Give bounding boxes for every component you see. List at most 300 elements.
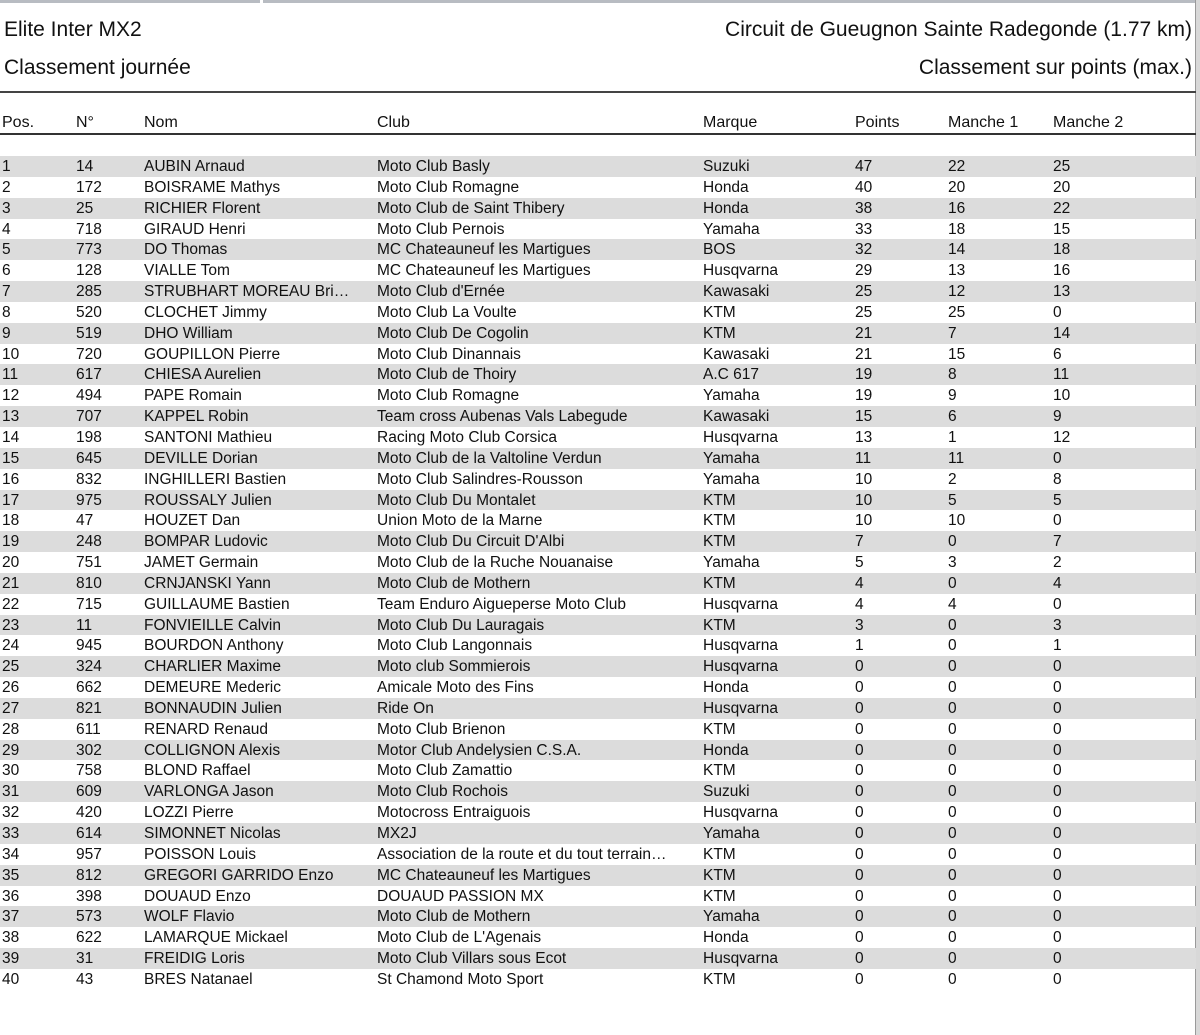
cell-nom: BOURDON Anthony — [144, 637, 284, 655]
cell-marque: KTM — [703, 970, 736, 988]
cell-manche1: 25 — [948, 303, 966, 321]
cell-nom: DEVILLE Dorian — [144, 449, 258, 467]
cell-club: St Chamond Moto Sport — [377, 970, 544, 988]
cell-marque: Husqvarna — [703, 699, 778, 717]
cell-club: MX2J — [377, 825, 417, 842]
cell-nom: RICHIER Florent — [144, 199, 261, 217]
table-row — [0, 177, 1196, 198]
cell-points: 0 — [855, 950, 864, 968]
cell-points: 0 — [855, 658, 864, 676]
cell-marque: KTM — [703, 303, 736, 321]
cell-club: Moto Club de Saint Thibery — [377, 199, 565, 217]
cell-pos: 3 — [2, 199, 11, 217]
cell-manche2: 0 — [1053, 783, 1062, 801]
cell-pos: 18 — [2, 512, 20, 530]
table-row — [0, 219, 1196, 240]
table-row — [0, 594, 1196, 615]
cell-manche2: 0 — [1053, 887, 1062, 905]
table-row — [0, 156, 1196, 177]
table-row — [0, 239, 1196, 260]
cell-club: Moto Club Brienon — [377, 720, 506, 738]
table-row — [0, 760, 1196, 781]
cell-manche1: 13 — [948, 262, 966, 280]
cell-points: 32 — [855, 241, 873, 259]
cell-nom: KAPPEL Robin — [144, 408, 249, 426]
cell-club: Moto Club de la Ruche Nouanaise — [377, 554, 614, 572]
cell-marque: Honda — [703, 199, 749, 217]
cell-nom: SANTONI Mathieu — [144, 428, 273, 446]
cell-points: 10 — [855, 470, 873, 488]
cell-nom: POISSON Louis — [144, 845, 256, 863]
cell-num: 285 — [76, 283, 102, 301]
cell-manche1: 4 — [948, 595, 957, 613]
table-row — [0, 677, 1196, 698]
cell-club: Moto Club de Mothern — [377, 574, 531, 592]
cell-club: Moto Club Du Lauragais — [377, 616, 545, 634]
table-row — [0, 510, 1196, 531]
cell-club: Team Enduro Aigueperse Moto Club — [377, 595, 627, 613]
cell-manche1: 0 — [948, 908, 957, 926]
cell-club: MC Chateauneuf les Martigues — [377, 241, 591, 259]
cell-marque: KTM — [703, 762, 736, 780]
table-row — [0, 615, 1196, 636]
cell-points: 0 — [855, 887, 864, 905]
cell-num: 128 — [76, 262, 102, 280]
cell-manche1: 7 — [948, 324, 957, 342]
cell-num: 751 — [76, 554, 102, 572]
cell-manche1: 11 — [948, 449, 965, 467]
cell-points: 0 — [855, 679, 864, 697]
cell-manche1: 0 — [948, 699, 957, 717]
cell-num: 773 — [76, 241, 102, 259]
cell-manche2: 12 — [1053, 428, 1071, 446]
cell-points: 0 — [855, 970, 864, 988]
cell-points: 13 — [855, 428, 873, 446]
cell-club: Moto club Sommierois — [377, 658, 531, 676]
cell-marque: Suzuki — [703, 158, 750, 175]
table-row — [0, 865, 1196, 886]
cell-nom: GIRAUD Henri — [144, 220, 246, 238]
cell-nom: PAPE Romain — [144, 387, 242, 405]
cell-manche2: 0 — [1053, 720, 1062, 738]
table-row — [0, 552, 1196, 573]
cell-nom: GUILLAUME Bastien — [144, 595, 290, 613]
cell-marque: Husqvarna — [703, 262, 778, 280]
cell-marque: KTM — [703, 574, 736, 592]
ranking-method: Classement sur points (max.) — [918, 56, 1192, 79]
cell-points: 4 — [855, 574, 864, 592]
cell-marque: Husqvarna — [703, 428, 778, 446]
cell-nom: DEMEURE Mederic — [144, 679, 281, 697]
cell-pos: 23 — [2, 616, 20, 634]
cell-manche1: 0 — [948, 950, 957, 968]
cell-num: 172 — [76, 178, 102, 196]
cell-pos: 36 — [2, 887, 20, 905]
cell-nom: SIMONNET Nicolas — [144, 825, 281, 842]
cell-points: 10 — [855, 491, 873, 509]
cell-nom: VARLONGA Jason — [144, 783, 274, 801]
cell-num: 609 — [76, 783, 102, 801]
cell-marque: KTM — [703, 491, 736, 509]
cell-points: 1 — [855, 637, 864, 655]
cell-club: Moto Club De Cogolin — [377, 324, 529, 342]
cell-points: 10 — [855, 512, 873, 530]
cell-manche1: 3 — [948, 554, 957, 572]
cell-num: 718 — [76, 220, 102, 238]
table-row — [0, 886, 1196, 907]
cell-marque: KTM — [703, 720, 736, 738]
cell-marque: A.C 617 — [703, 366, 760, 384]
cell-pos: 34 — [2, 845, 20, 863]
cell-manche1: 0 — [948, 679, 957, 697]
column-header-points: Points — [855, 114, 900, 131]
cell-pos: 24 — [2, 637, 20, 655]
cell-manche1: 0 — [948, 762, 957, 780]
cell-pos: 39 — [2, 950, 20, 968]
cell-marque: Kawasaki — [703, 345, 770, 363]
cell-club: Moto Club Basly — [377, 158, 490, 175]
cell-points: 15 — [855, 408, 873, 426]
cell-points: 21 — [855, 324, 873, 342]
cell-num: 573 — [76, 908, 102, 926]
cell-marque: KTM — [703, 533, 736, 551]
cell-manche2: 0 — [1053, 825, 1062, 842]
column-header-num: N° — [76, 114, 94, 131]
cell-manche1: 0 — [948, 616, 957, 634]
cell-manche2: 0 — [1053, 762, 1062, 780]
cell-num: 43 — [76, 970, 94, 988]
cell-marque: Suzuki — [703, 783, 750, 801]
cell-num: 975 — [76, 491, 102, 509]
cell-manche1: 0 — [948, 720, 957, 738]
cell-points: 11 — [855, 449, 872, 467]
cell-marque: Honda — [703, 178, 749, 196]
cell-manche1: 0 — [948, 533, 957, 551]
event-title: Elite Inter MX2 — [4, 18, 142, 41]
cell-marque: KTM — [703, 324, 736, 342]
cell-nom: JAMET Germain — [144, 554, 259, 572]
cell-nom: HOUZET Dan — [144, 512, 241, 530]
cell-manche1: 0 — [948, 887, 957, 905]
cell-marque: Husqvarna — [703, 804, 778, 822]
cell-pos: 38 — [2, 929, 20, 947]
cell-manche2: 0 — [1053, 741, 1062, 759]
cell-pos: 1 — [2, 158, 11, 175]
cell-pos: 7 — [2, 283, 11, 301]
cell-nom: RENARD Renaud — [144, 720, 269, 738]
cell-club: Moto Club Pernois — [377, 220, 505, 238]
cell-num: 832 — [76, 470, 102, 488]
cell-num: 398 — [76, 887, 102, 905]
cell-club: Amicale Moto des Fins — [377, 679, 534, 697]
cell-manche1: 1 — [948, 428, 957, 446]
cell-nom: INGHILLERI Bastien — [144, 470, 287, 488]
cell-num: 758 — [76, 762, 102, 780]
cell-points: 0 — [855, 866, 864, 884]
cell-marque: KTM — [703, 866, 736, 884]
cell-manche1: 0 — [948, 929, 957, 947]
cell-manche1: 9 — [948, 387, 957, 405]
cell-nom: VIALLE Tom — [144, 262, 230, 280]
cell-marque: Husqvarna — [703, 658, 778, 676]
cell-nom: LAMARQUE Mickael — [144, 929, 288, 947]
cell-manche1: 2 — [948, 470, 957, 488]
cell-manche1: 8 — [948, 366, 957, 384]
cell-club: Moto Club Zamattio — [377, 762, 513, 780]
cell-manche2: 5 — [1053, 491, 1062, 509]
table-row — [0, 698, 1196, 719]
cell-manche2: 11 — [1053, 366, 1070, 384]
cell-points: 0 — [855, 720, 864, 738]
cell-manche2: 0 — [1053, 929, 1062, 947]
cell-num: 611 — [76, 720, 101, 738]
cell-num: 519 — [76, 324, 102, 342]
cell-num: 617 — [76, 366, 102, 384]
cell-points: 33 — [855, 220, 873, 238]
cell-manche1: 0 — [948, 658, 957, 676]
cell-marque: Yamaha — [703, 825, 760, 842]
cell-num: 614 — [76, 825, 102, 842]
cell-num: 420 — [76, 804, 102, 822]
cell-manche2: 1 — [1053, 637, 1062, 655]
cell-nom: BOMPAR Ludovic — [144, 533, 268, 551]
cell-points: 0 — [855, 845, 864, 863]
cell-nom: BRES Natanael — [144, 970, 253, 988]
cell-nom: BONNAUDIN Julien — [144, 699, 282, 717]
cell-points: 0 — [855, 929, 864, 947]
cell-pos: 14 — [2, 428, 20, 446]
cell-marque: Yamaha — [703, 387, 760, 405]
table-row — [0, 906, 1196, 927]
table-row — [0, 802, 1196, 823]
cell-pos: 21 — [2, 574, 20, 592]
cell-pos: 26 — [2, 679, 20, 697]
cell-club: Team cross Aubenas Vals Labegude — [377, 408, 628, 426]
column-header-marque: Marque — [703, 114, 758, 131]
cell-club: Moto Club Du Montalet — [377, 491, 536, 509]
cell-points: 0 — [855, 741, 864, 759]
table-row — [0, 531, 1196, 552]
cell-manche1: 15 — [948, 345, 966, 363]
cell-manche2: 0 — [1053, 845, 1062, 863]
cell-manche1: 0 — [948, 574, 957, 592]
cell-nom: CHIESA Aurelien — [144, 366, 262, 384]
cell-points: 4 — [855, 595, 864, 613]
cell-points: 0 — [855, 762, 864, 780]
cell-club: Moto Club Rochois — [377, 783, 508, 801]
cell-marque: KTM — [703, 512, 736, 530]
cell-manche2: 0 — [1053, 658, 1062, 676]
cell-manche2: 22 — [1053, 199, 1071, 217]
table-row — [0, 635, 1196, 656]
cell-pos: 28 — [2, 720, 20, 738]
cell-num: 645 — [76, 449, 102, 467]
cell-num: 47 — [76, 512, 94, 530]
table-row — [0, 448, 1196, 469]
cell-num: 715 — [76, 595, 102, 613]
cell-club: Ride On — [377, 699, 434, 717]
table-row — [0, 656, 1196, 677]
cell-manche2: 15 — [1053, 220, 1071, 238]
cell-num: 324 — [76, 658, 102, 676]
table-row — [0, 719, 1196, 740]
cell-points: 7 — [855, 533, 864, 551]
cell-pos: 16 — [2, 470, 20, 488]
cell-num: 945 — [76, 637, 102, 655]
cell-marque: Yamaha — [703, 470, 760, 488]
cell-num: 720 — [76, 345, 102, 363]
table-header — [0, 113, 1196, 133]
table-row — [0, 740, 1196, 761]
cell-points: 29 — [855, 262, 873, 280]
cell-marque: Husqvarna — [703, 637, 778, 655]
cell-num: 302 — [76, 741, 102, 759]
cell-manche1: 0 — [948, 783, 957, 801]
cell-marque: Honda — [703, 679, 749, 697]
cell-manche1: 14 — [948, 241, 966, 259]
cell-manche2: 20 — [1053, 178, 1071, 196]
cell-manche1: 0 — [948, 825, 957, 842]
cell-club: Moto Club Langonnais — [377, 637, 533, 655]
cell-manche2: 6 — [1053, 345, 1062, 363]
cell-points: 0 — [855, 699, 864, 717]
cell-manche2: 0 — [1053, 449, 1062, 467]
cell-marque: Kawasaki — [703, 283, 770, 301]
table-row — [0, 302, 1196, 323]
cell-club: Racing Moto Club Corsica — [377, 428, 558, 446]
cell-manche1: 6 — [948, 408, 957, 426]
cell-manche2: 0 — [1053, 804, 1062, 822]
cell-num: 11 — [76, 616, 93, 634]
cell-pos: 15 — [2, 449, 20, 467]
cell-manche1: 22 — [948, 158, 966, 175]
cell-pos: 19 — [2, 533, 20, 551]
cell-num: 821 — [76, 699, 102, 717]
cell-nom: WOLF Flavio — [144, 908, 235, 926]
cell-club: MC Chateauneuf les Martigues — [377, 262, 591, 280]
cell-nom: AUBIN Arnaud — [144, 158, 245, 175]
cell-club: Moto Club Du Circuit D'Albi — [377, 533, 565, 551]
cell-manche2: 2 — [1053, 554, 1062, 572]
cell-pos: 29 — [2, 741, 20, 759]
cell-club: Moto Club Salindres-Rousson — [377, 470, 583, 488]
cell-pos: 32 — [2, 804, 20, 822]
cell-pos: 4 — [2, 220, 11, 238]
cell-club: Moto Club Romagne — [377, 387, 520, 405]
cell-points: 40 — [855, 178, 873, 196]
cell-pos: 17 — [2, 491, 20, 509]
column-header-nom: Nom — [144, 114, 178, 131]
results-table — [0, 156, 1196, 990]
cell-marque: Kawasaki — [703, 408, 770, 426]
cell-marque: Honda — [703, 741, 749, 759]
cell-points: 38 — [855, 199, 873, 217]
cell-club: Moto Club La Voulte — [377, 303, 517, 321]
cell-manche1: 5 — [948, 491, 957, 509]
cell-num: 810 — [76, 574, 102, 592]
cell-manche2: 14 — [1053, 324, 1071, 342]
table-row — [0, 573, 1196, 594]
cell-points: 47 — [855, 158, 873, 175]
cell-points: 0 — [855, 908, 864, 926]
table-row — [0, 844, 1196, 865]
cell-club: MC Chateauneuf les Martigues — [377, 866, 591, 884]
cell-pos: 10 — [2, 345, 20, 363]
cell-num: 812 — [76, 866, 102, 884]
cell-num: 248 — [76, 533, 102, 551]
table-row — [0, 969, 1196, 990]
table-row — [0, 823, 1196, 844]
cell-points: 21 — [855, 345, 873, 363]
cell-club: Motor Club Andelysien C.S.A. — [377, 741, 582, 759]
cell-manche2: 3 — [1053, 616, 1062, 634]
cell-nom: FREIDIG Loris — [144, 950, 245, 968]
cell-num: 31 — [76, 950, 94, 968]
cell-manche2: 25 — [1053, 158, 1071, 175]
cell-manche2: 10 — [1053, 387, 1071, 405]
cell-manche1: 0 — [948, 970, 957, 988]
cell-points: 19 — [855, 387, 873, 405]
cell-nom: CRNJANSKI Yann — [144, 574, 271, 592]
cell-manche1: 0 — [948, 866, 957, 884]
table-row — [0, 469, 1196, 490]
column-header-manche1: Manche 1 — [948, 114, 1019, 131]
cell-marque: Yamaha — [703, 908, 760, 926]
cell-num: 957 — [76, 845, 102, 863]
cell-points: 3 — [855, 616, 864, 634]
cell-manche1: 0 — [948, 741, 957, 759]
table-row — [0, 198, 1196, 219]
cell-manche2: 8 — [1053, 470, 1062, 488]
cell-nom: ROUSSALY Julien — [144, 491, 272, 509]
table-row — [0, 948, 1196, 969]
cell-club: Moto Club de Mothern — [377, 908, 531, 926]
cell-manche1: 0 — [948, 637, 957, 655]
cell-manche2: 0 — [1053, 866, 1062, 884]
cell-manche1: 10 — [948, 512, 966, 530]
cell-points: 19 — [855, 366, 873, 384]
table-row — [0, 344, 1196, 365]
table-row — [0, 281, 1196, 302]
cell-manche2: 0 — [1053, 950, 1062, 968]
cell-nom: COLLIGNON Alexis — [144, 741, 281, 759]
cell-manche2: 13 — [1053, 283, 1071, 301]
cell-pos: 6 — [2, 262, 11, 280]
cell-nom: GOUPILLON Pierre — [144, 345, 281, 363]
cell-pos: 30 — [2, 762, 20, 780]
cell-manche2: 0 — [1053, 303, 1062, 321]
cell-manche1: 12 — [948, 283, 966, 301]
cell-manche2: 16 — [1053, 262, 1071, 280]
cell-num: 520 — [76, 303, 102, 321]
cell-points: 0 — [855, 825, 864, 842]
cell-manche2: 0 — [1053, 970, 1062, 988]
table-header-divider — [0, 133, 1196, 135]
cell-club: Association de la route et du tout terrain… — [377, 845, 667, 863]
cell-pos: 8 — [2, 303, 11, 321]
cell-club: Moto Club Villars sous Ecot — [377, 950, 567, 968]
cell-marque: Yamaha — [703, 220, 760, 238]
cell-club: Moto Club Dinannais — [377, 345, 521, 363]
cell-manche2: 0 — [1053, 699, 1062, 717]
cell-pos: 5 — [2, 241, 11, 259]
cell-marque: KTM — [703, 887, 736, 905]
cell-marque: KTM — [703, 616, 736, 634]
table-row — [0, 781, 1196, 802]
cell-nom: FONVIEILLE Calvin — [144, 616, 281, 634]
cell-nom: BOISRAME Mathys — [144, 178, 281, 196]
cell-manche2: 0 — [1053, 679, 1062, 697]
